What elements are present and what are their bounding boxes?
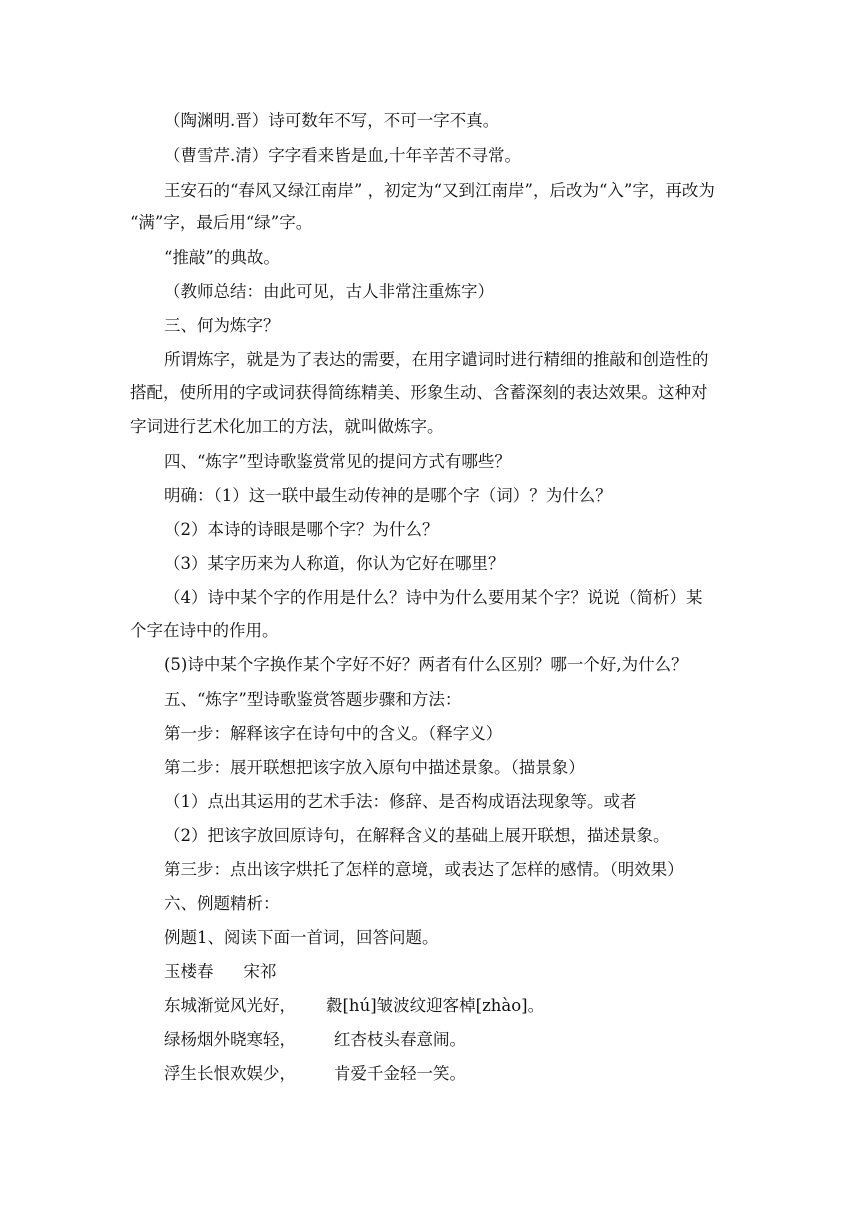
step-2: 第二步：展开联想把该字放入原句中描述景象。（描景象） bbox=[164, 758, 585, 777]
step-1: 第一步：解释该字在诗句中的含义。（释字义） bbox=[164, 724, 503, 743]
question-type-5: (5)诗中某个字换作某个字好不好？两者有什么区别？哪一个好,为什么？ bbox=[164, 655, 688, 674]
question-type-2: （2）本诗的诗眼是哪个字？为什么？ bbox=[164, 520, 439, 539]
poem-title: 玉楼春 bbox=[164, 962, 214, 981]
paragraph-wang-anshi-line1: 王安石的“春风又绿江南岸” ，初定为“又到江南岸”，后改为“入”字，再改为 bbox=[164, 181, 715, 200]
section-heading-3: 三、何为炼字？ bbox=[164, 316, 280, 335]
step-3: 第三步：点出该字烘托了怎样的意境，或表达了怎样的感情。（明效果） bbox=[164, 860, 684, 879]
definition-line3: 字词进行艺术化加工的方法，就叫做炼字。 bbox=[130, 417, 444, 436]
paragraph-wang-anshi-line2: “满”字，最后用“绿”字。 bbox=[130, 213, 313, 232]
question-type-4-line1: （4）诗中某个字的作用是什么？诗中为什么要用某个字？说说（简析）某 bbox=[164, 588, 703, 607]
question-type-1: 明确：（1）这一联中最生动传神的是哪个字（词）？为什么？ bbox=[164, 486, 612, 505]
section-heading-6: 六、例题精析： bbox=[164, 894, 280, 913]
question-type-3: （3）某字历来为人称道，你认为它好在哪里？ bbox=[164, 554, 505, 573]
quote-cao-xueqin: （曹雪芹.清）字字看来皆是血,十年辛苦不寻常。 bbox=[164, 146, 521, 165]
poem-author: 宋祁 bbox=[243, 962, 277, 981]
step-2-sub-1: （1）点出其运用的艺术手法：修辞、是否构成语法现象等。或者 bbox=[164, 792, 637, 811]
step-2-sub-2: （2）把该字放回原诗句，在解释含义的基础上展开联想，描述景象。 bbox=[164, 826, 670, 845]
poem-line-second-half: 縠[hú]皱波纹迎客棹[zhào]。 bbox=[326, 996, 545, 1015]
poem-line-1 bbox=[164, 989, 740, 1022]
poem-line-2 bbox=[164, 1023, 740, 1056]
poem-line-first-half: 东城渐觉风光好， bbox=[164, 996, 296, 1015]
poem-header bbox=[164, 955, 740, 988]
poem-line-first-half: 浮生长恨欢娱少， bbox=[164, 1064, 296, 1083]
poem-line-second-half: 红杏枝头春意闹。 bbox=[334, 1030, 466, 1049]
poem-line-3 bbox=[164, 1057, 740, 1090]
quote-tao-yuanming: （陶渊明.晋）诗可数年不写，不可一字不真。 bbox=[164, 111, 500, 130]
question-type-4-line2: 个字在诗中的作用。 bbox=[130, 621, 279, 640]
poem-line-second-half: 肯爱千金轻一笑。 bbox=[334, 1064, 466, 1083]
definition-line2: 搭配，使所用的字或词获得简练精美、形象生动、含蓄深刻的表达效果。这种对 bbox=[130, 383, 708, 402]
example-1-prompt: 例题1、阅读下面一首词，回答问题。 bbox=[164, 928, 439, 947]
paragraph-tuiqiao: “推敲”的典故。 bbox=[164, 248, 280, 267]
poem-line-first-half: 绿杨烟外晓寒轻， bbox=[164, 1030, 296, 1049]
definition-line1: 所谓炼字，就是为了表达的需要，在用字谴词时进行精细的推敲和创造性的 bbox=[164, 350, 709, 369]
section-heading-5: 五、“炼字”型诗歌鉴赏答题步骤和方法： bbox=[164, 690, 462, 709]
teacher-summary: （教师总结：由此可见，古人非常注重炼字） bbox=[164, 282, 494, 301]
section-heading-4: 四、“炼字”型诗歌鉴赏常见的提问方式有哪些？ bbox=[164, 452, 511, 471]
